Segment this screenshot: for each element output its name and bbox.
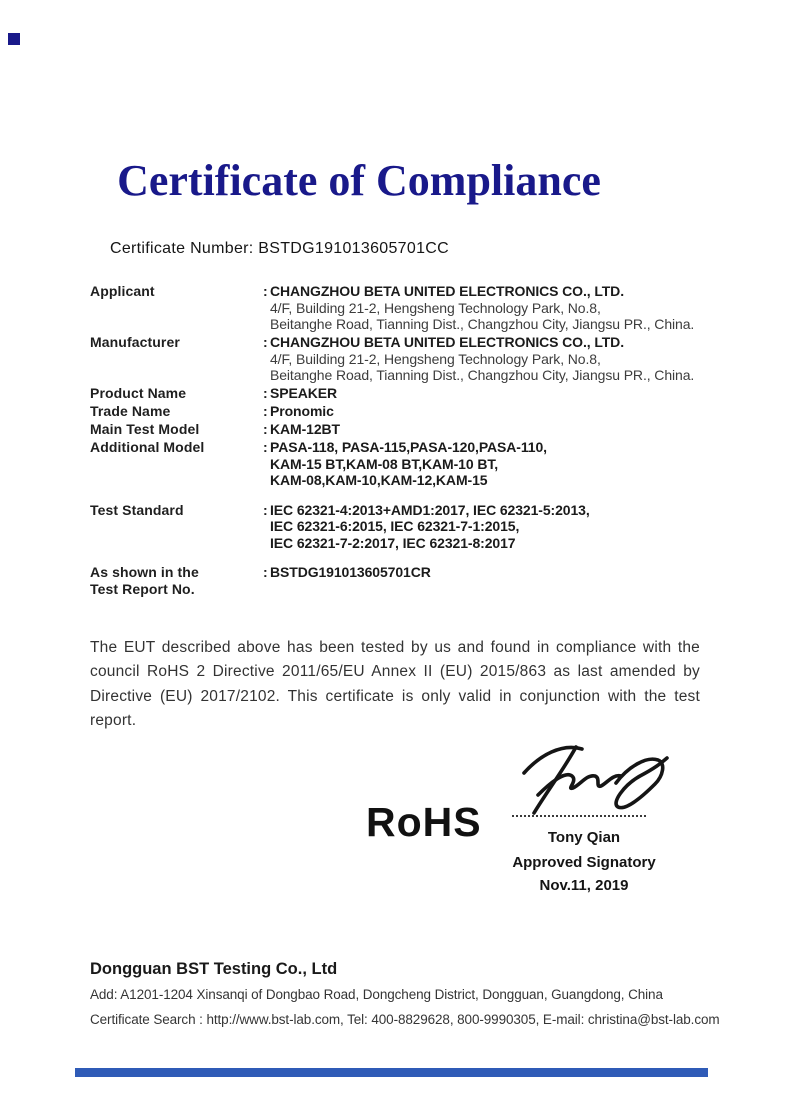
field-row-test-report-no bbox=[90, 564, 710, 597]
field-value bbox=[270, 283, 710, 333]
field-label: Applicant bbox=[90, 283, 155, 299]
field-label: Manufacturer bbox=[90, 334, 180, 350]
field-label: Additional Model bbox=[90, 439, 205, 455]
field-value bbox=[270, 403, 710, 420]
value-line: BSTDG191013605701CR bbox=[270, 564, 431, 580]
field-value bbox=[270, 439, 710, 489]
field-colon: : bbox=[263, 564, 268, 580]
field-label: Test Standard bbox=[90, 501, 184, 518]
footer-accent-bar bbox=[75, 1068, 708, 1077]
signature-line bbox=[512, 815, 646, 817]
field-row-manufacturer bbox=[90, 334, 710, 384]
field-colon: : bbox=[263, 501, 268, 518]
signature-image bbox=[510, 733, 670, 818]
certificate-number: Certificate Number: BSTDG191013605701CC bbox=[110, 240, 449, 257]
field-colon: : bbox=[263, 421, 268, 437]
value-line: Pronomic bbox=[270, 403, 334, 419]
field-row-trade-name bbox=[90, 403, 710, 420]
field-value bbox=[270, 421, 710, 438]
fields-table bbox=[90, 283, 710, 599]
footer-address: Add: A1201-1204 Xinsanqi of Dongbao Road, Dongcheng District, Dongguan, Guangdong, China bbox=[90, 987, 663, 1002]
value-line: Beitanghe Road, Tianning Dist., Changzhou City, Jiangsu PR., China. bbox=[270, 316, 695, 332]
field-value bbox=[270, 564, 710, 597]
field-colon: : bbox=[263, 283, 268, 299]
signatory-name: Tony Qian bbox=[547, 829, 621, 846]
field-row-test-standard bbox=[90, 502, 710, 552]
value-line: 4/F, Building 21-2, Hengsheng Technology Park, No.8, bbox=[270, 299, 601, 316]
corner-mark bbox=[8, 33, 20, 45]
footer-company-name: Dongguan BST Testing Co., Ltd bbox=[90, 960, 338, 978]
field-label-line: Test Report No. bbox=[90, 580, 195, 597]
value-line: KAM-12BT bbox=[270, 421, 340, 437]
value-line: 4/F, Building 21-2, Hengsheng Technology Park, No.8, bbox=[270, 350, 601, 367]
signatory-date: Nov.11, 2019 bbox=[539, 877, 629, 894]
value-line: Beitanghe Road, Tianning Dist., Changzhou City, Jiangsu PR., China. bbox=[270, 367, 695, 383]
value-line: KAM-08,KAM-10,KAM-12,KAM-15 bbox=[270, 472, 488, 488]
page-title: Certificate of Compliance bbox=[117, 156, 601, 205]
field-row-product-name bbox=[90, 385, 710, 402]
value-line: IEC 62321-7-2:2017, IEC 62321-8:2017 bbox=[270, 534, 516, 551]
field-label bbox=[90, 564, 242, 597]
field-colon: : bbox=[263, 385, 268, 401]
field-value bbox=[270, 502, 710, 552]
field-row-applicant bbox=[90, 283, 710, 333]
value-line: KAM-15 BT,KAM-08 BT,KAM-10 BT, bbox=[270, 455, 499, 472]
field-label-line: As shown in the bbox=[90, 564, 199, 580]
field-label: Main Test Model bbox=[90, 421, 200, 437]
value-line: CHANGZHOU BETA UNITED ELECTRONICS CO., LTD. bbox=[270, 334, 624, 350]
value-line: PASA-118, PASA-115,PASA-120,PASA-110, bbox=[270, 439, 547, 455]
field-colon: : bbox=[263, 334, 268, 350]
compliance-statement: The EUT described above has been tested by us and found in compliance with the council RoHS 2 Directive 2011/65/EU Annex II (EU) 2015/863 as last amended by Directive (EU) 2017/2102. This certificate is only valid in conjunction with the test report. bbox=[90, 639, 700, 729]
field-colon: : bbox=[263, 439, 268, 455]
field-label: Product Name bbox=[90, 385, 187, 401]
value-line: IEC 62321-6:2015, IEC 62321-7-1:2015, bbox=[270, 518, 520, 534]
field-row-additional-model bbox=[90, 439, 710, 489]
field-row-main-test-model bbox=[90, 421, 710, 438]
field-label: Trade Name bbox=[90, 403, 171, 419]
value-line: CHANGZHOU BETA UNITED ELECTRONICS CO., LTD. bbox=[270, 283, 624, 299]
field-value bbox=[270, 385, 710, 402]
rohs-mark: RoHS bbox=[366, 799, 482, 845]
field-colon: : bbox=[263, 403, 268, 419]
field-value bbox=[270, 334, 710, 384]
value-line: SPEAKER bbox=[270, 385, 337, 401]
footer-contact: Certificate Search : http://www.bst-lab.com, Tel: 400-8829628, 800-9990305, E-mail: christina@bst-lab.com bbox=[90, 1012, 720, 1027]
signatory-title: Approved Signatory bbox=[512, 854, 656, 871]
value-line: IEC 62321-4:2013+AMD1:2017, IEC 62321-5:2013, bbox=[270, 501, 590, 518]
